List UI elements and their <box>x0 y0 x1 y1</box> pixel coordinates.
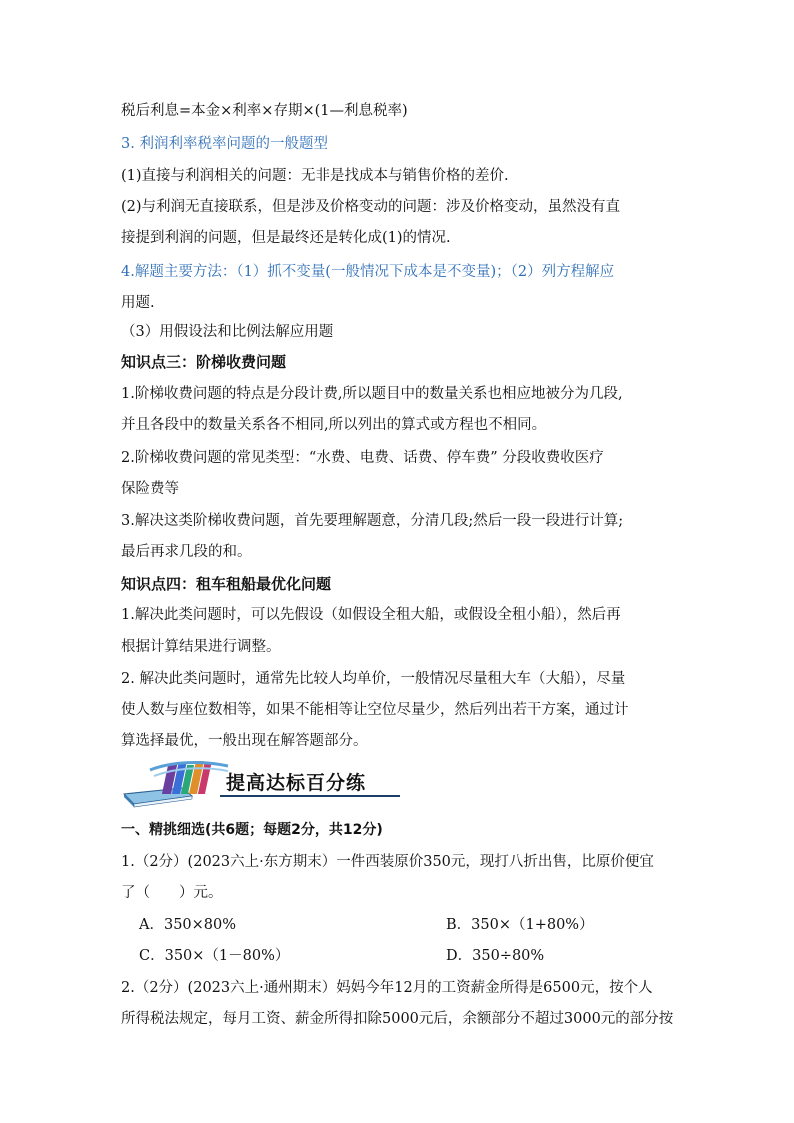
text-line: 1.阶梯收费问题的特点是分段计费,所以题目中的数量关系也相应地被分为几段, <box>121 386 623 402</box>
question-1-line-2: 了（ ）元。 <box>121 885 223 901</box>
section-banner <box>120 756 400 808</box>
text-line: (2)与利润无直接联系，但是涉及价格变动的问题：涉及价格变动，虽然没有直 <box>121 199 621 215</box>
option-b: B．350×（1+80%） <box>446 917 594 933</box>
books-icon <box>120 756 230 808</box>
text-line: 保险费等 <box>121 481 179 497</box>
knowledge-point-heading: 知识点四：租车租船最优化问题 <box>121 575 332 593</box>
option-d: D．350÷80% <box>446 948 545 964</box>
text-line: （3）用假设法和比例法解应用题 <box>121 324 334 340</box>
text-line: 3.解决这类阶梯收费问题，首先要理解题意，分清几段;然后一段一段进行计算; <box>121 513 624 529</box>
question-2-line-1: 2.（2分）(2023六上·通州期末）妈妈今年12月的工资薪金所得是6500元，按个人 <box>121 980 653 996</box>
text-line: 2. 解决此类问题时，通常先比较人均单价，一般情况尽量租大车（大船），尽量 <box>121 671 626 687</box>
banner-rule <box>220 795 400 797</box>
text-line: 接提到利润的问题，但是最终还是转化成(1)的情况. <box>121 230 451 246</box>
text-line: 用题. <box>121 295 155 311</box>
text-line: 最后再求几段的和。 <box>121 544 252 560</box>
text-line: 根据计算结果进行调整。 <box>121 639 281 655</box>
subheading-line: 4.解题主要方法：（1）抓不变量(一般情况下成本是不变量)；（2）列方程解应 <box>121 264 615 280</box>
option-c: C．350×（1－80%） <box>139 948 290 964</box>
question-1-line-1: 1.（2分）(2023六上·东方期末）一件西装原价350元，现打八折出售，比原价便宜 <box>121 854 654 870</box>
text-line: 税后利息=本金×利率×存期×(1—利息税率) <box>121 103 408 119</box>
text-line: (1)直接与利润相关的问题：无非是找成本与销售价格的差价. <box>121 168 509 184</box>
knowledge-point-heading: 知识点三：阶梯收费问题 <box>121 353 287 371</box>
text-line: 1.解决此类问题时，可以先假设（如假设全租大船，或假设全租小船），然后再 <box>121 607 621 623</box>
option-a: A．350×80% <box>139 917 237 933</box>
banner-title: 提高达标百分练 <box>226 772 367 794</box>
text-line: 使人数与座位数相等，如果不能相等让空位尽量少，然后列出若干方案，通过计 <box>121 702 629 718</box>
section-heading: 一、精挑细选(共6题；每题2分，共12分) <box>121 822 383 838</box>
text-line: 并且各段中的数量关系各不相同,所以列出的算式或方程也不相同。 <box>121 417 547 433</box>
subheading-line: 3. 利润利率税率问题的一般题型 <box>121 136 328 152</box>
question-2-line-2: 所得税法规定，每月工资、薪金所得扣除5000元后，余额部分不超过3000元的部分按 <box>121 1011 674 1027</box>
text-line: 算选择最优，一般出现在解答题部分。 <box>121 733 368 749</box>
text-line: 2.阶梯收费问题的常见类型：“水费、电费、话费、停车费” 分段收费收医疗 <box>121 450 604 466</box>
